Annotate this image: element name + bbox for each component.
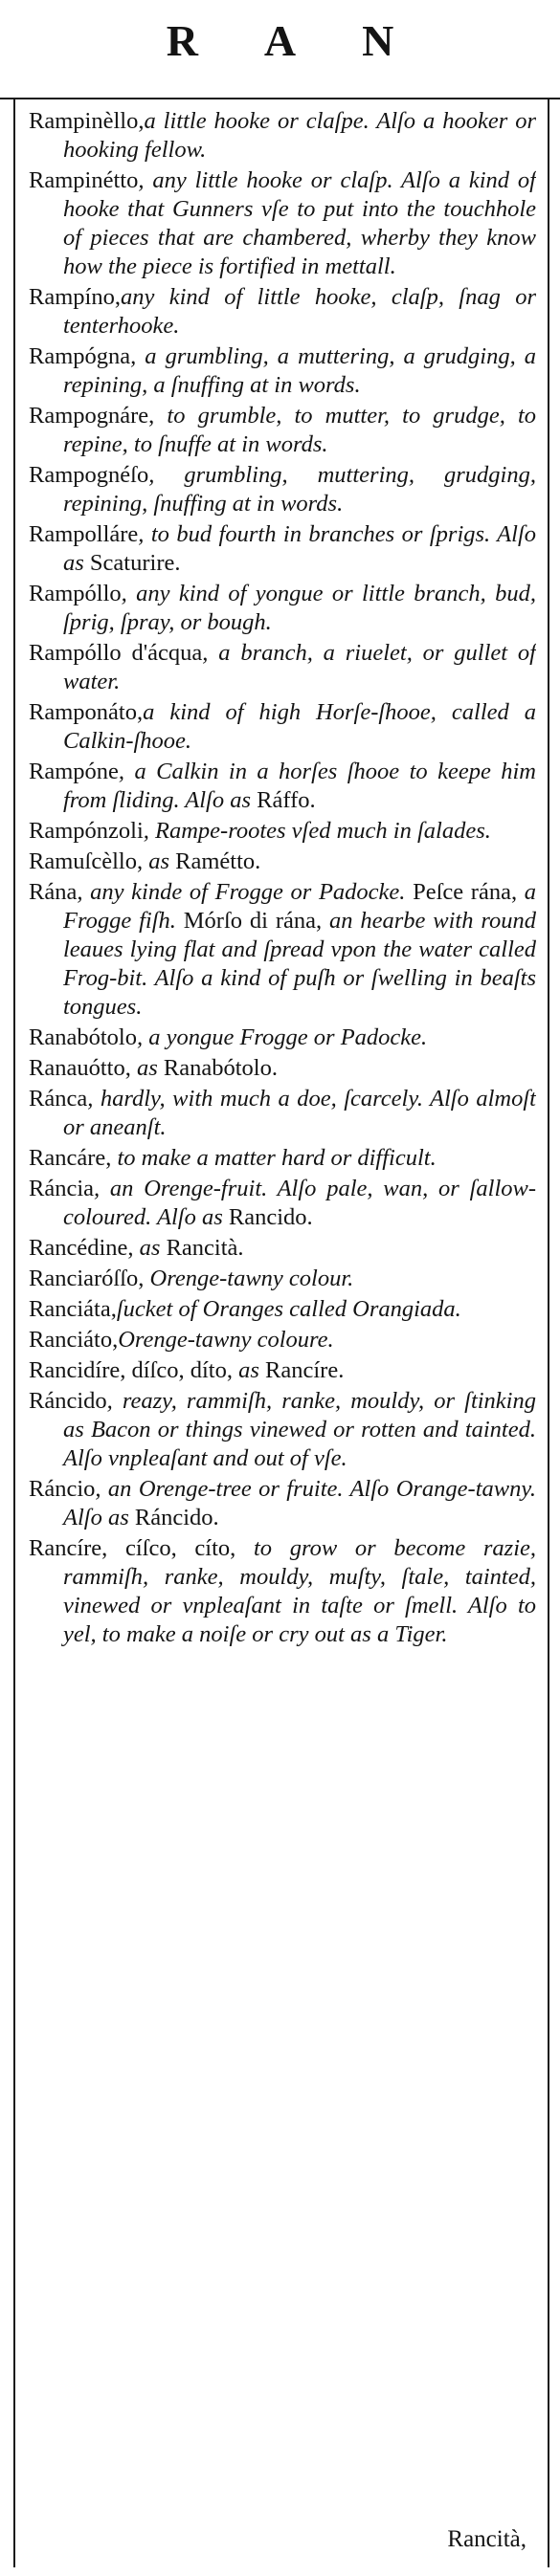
definition: , to bud fourth in branches or ſprigs. Alſo as — [63, 521, 536, 576]
definition: a little hooke or claſpe. Alſo a hooker or hooking fellow. — [63, 108, 536, 163]
headword: Ranabótolo — [29, 1024, 137, 1050]
definition: , grumbling, muttering, grudging, repining, ſnuffing at in words. — [63, 462, 536, 517]
catchword: Rancità, — [447, 2526, 526, 2552]
dictionary-entry — [29, 1475, 536, 1532]
dictionary-entry — [29, 698, 536, 756]
headword: Rampognéſo — [29, 462, 149, 488]
dictionary-entry — [29, 461, 536, 518]
headword: Ramponáto, — [29, 699, 144, 725]
cross-reference: Ramétto. — [175, 848, 261, 874]
headword: Rampinétto — [29, 167, 139, 193]
definition: as — [130, 1055, 164, 1081]
cross-reference: Rancido. — [228, 1204, 313, 1230]
dictionary-entry — [29, 1175, 536, 1232]
headword: Rampónzoli — [29, 818, 144, 844]
sub-headword: Peſce rána, — [413, 879, 518, 905]
definition: , hardly, with much a doe, ſcarcely. Alſo almoſt or aneanſt. — [63, 1086, 536, 1140]
definition: to grow or become razie, rammiſh, ranke, mouldy, muſty, ſtale, tainted, vinewed or vnpleaſant in taſte or ſmell. Alſo to yel, to make a noiſe or cry out as a Tiger. — [63, 1535, 536, 1647]
dictionary-entry — [29, 520, 536, 578]
headword: Ráncido — [29, 1388, 107, 1414]
headword: Ráncia — [29, 1176, 95, 1201]
headword: Rampíno, — [29, 284, 121, 310]
dictionary-entry — [29, 1387, 536, 1473]
definition: , a branch, a riuelet, or gullet of water. — [63, 640, 536, 694]
headword: Rampognáre, — [29, 403, 155, 429]
dictionary-entry — [29, 1085, 536, 1142]
dictionary-entry — [29, 1054, 536, 1083]
headword: Ráncio — [29, 1476, 96, 1502]
dictionary-entry — [29, 1326, 536, 1354]
headword: Ránca — [29, 1086, 88, 1112]
definition: to make a matter hard or difficult. — [111, 1145, 437, 1171]
dictionary-entry — [29, 1356, 536, 1385]
dictionary-entry — [29, 1295, 536, 1324]
definition: , any kind of yongue or little branch, bud, ſprig, ſpray, or bough. — [63, 581, 536, 635]
headword: Rampóllo d'ácqua — [29, 640, 203, 666]
cross-reference: Rancíre. — [265, 1357, 345, 1383]
definition: to grumble, to mutter, to grudge, to repine, to ſnuffe at in words. — [63, 403, 536, 457]
headword: Ranciáta, — [29, 1296, 117, 1322]
headword: Ramuſcèllo, — [29, 848, 144, 874]
definition: Orenge-tawny coloure. — [118, 1327, 334, 1353]
headword: Rancidíre, díſco, díto, — [29, 1357, 233, 1383]
headword: Rampolláre — [29, 521, 139, 547]
page-header: R A N — [166, 16, 423, 65]
dictionary-entry — [29, 1234, 536, 1263]
dictionary-entry — [29, 283, 536, 341]
cross-reference: Ráffo. — [257, 787, 316, 813]
dictionary-entry — [29, 758, 536, 815]
dictionary-column — [29, 107, 536, 2565]
cross-reference: Rancità. — [166, 1235, 244, 1261]
definition: , any kinde of Frogge or Padocke. — [77, 879, 414, 905]
headword: Rampógna — [29, 343, 131, 369]
dictionary-entry — [29, 107, 536, 165]
definition: as — [143, 848, 176, 874]
cross-reference: Ráncido. — [134, 1505, 219, 1530]
headword: Rampóne — [29, 759, 119, 784]
dictionary-entry — [29, 1534, 536, 1649]
column-rule-right — [548, 99, 549, 2567]
headword: Rampóllo — [29, 581, 122, 606]
dictionary-entry — [29, 166, 536, 281]
headword: Rancáre, — [29, 1145, 112, 1171]
dictionary-entry — [29, 580, 536, 637]
headword: Ranciaróſſo, — [29, 1266, 145, 1291]
headword: Rancédine, — [29, 1235, 134, 1261]
dictionary-entry — [29, 1144, 536, 1173]
definition: , Rampe-rootes vſed much in ſalades. — [143, 818, 491, 844]
dictionary-entry — [29, 848, 536, 876]
definition: a kind of high Horſe-ſhooe, called a Calkin-ſhooe. — [63, 699, 536, 754]
definition: , a grumbling, a muttering, a grudging, a repining, a ſnuffing at in words. — [63, 343, 536, 398]
dictionary-entry — [29, 639, 536, 696]
cross-reference: Ranabótolo. — [163, 1055, 278, 1081]
headword: Rancíre, cíſco, cíto, — [29, 1535, 236, 1561]
definition: Orenge-tawny colour. — [144, 1266, 354, 1291]
column-rule-left — [13, 99, 15, 2567]
dictionary-entry — [29, 1265, 536, 1293]
sub-headword: Mórſo di rána, — [183, 908, 323, 934]
definition: , a Calkin in a horſes ſhooe to keepe him from ſliding. Alſo as — [63, 759, 536, 813]
definition: , an Orenge-tree or fruite. Alſo Orange-tawny. Alſo as — [63, 1476, 536, 1530]
definition: , an Orenge-fruit. Alſo pale, wan, or ſallow-coloured. Alſo as — [63, 1176, 536, 1230]
headword: Ranciáto, — [29, 1327, 119, 1353]
definition: as — [232, 1357, 266, 1383]
cross-reference: Scaturire. — [89, 550, 181, 576]
definition: , a yongue Frogge or Padocke. — [136, 1024, 428, 1050]
headword: Rampinèllo, — [29, 108, 145, 134]
headword: Ranauótto, — [29, 1055, 131, 1081]
definition: an hearbe with round leaues lying flat and ſpread vpon the water called Frog-bit. Alſo a kind of puſh or ſwelling in beaſts tongues. — [63, 908, 536, 1020]
definition: , reazy, rammiſh, ranke, mouldy, or ſtinking as Bacon or things vinewed or rotten and tainted. Alſo vnpleaſant and out of vſe. — [63, 1388, 536, 1471]
headword: Rána — [29, 879, 78, 905]
definition: , any little hooke or claſp. Alſo a kind of hooke that Gunners vſe to put into the touchhole of pieces that are chambered, wherby they know how the piece is fortified in mettall. — [63, 167, 536, 279]
dictionary-entry — [29, 342, 536, 400]
definition: as — [133, 1235, 167, 1261]
definition: ſucket of Oranges called Orangiada. — [116, 1296, 461, 1322]
definition: a Frogge fiſh. — [63, 879, 536, 934]
definition: any kind of little hooke, claſp, ſnag or tenterhooke. — [63, 284, 536, 339]
dictionary-entry — [29, 817, 536, 846]
header-rule — [0, 98, 560, 99]
dictionary-entry — [29, 1024, 536, 1052]
dictionary-entry — [29, 402, 536, 459]
dictionary-entry — [29, 878, 536, 1022]
